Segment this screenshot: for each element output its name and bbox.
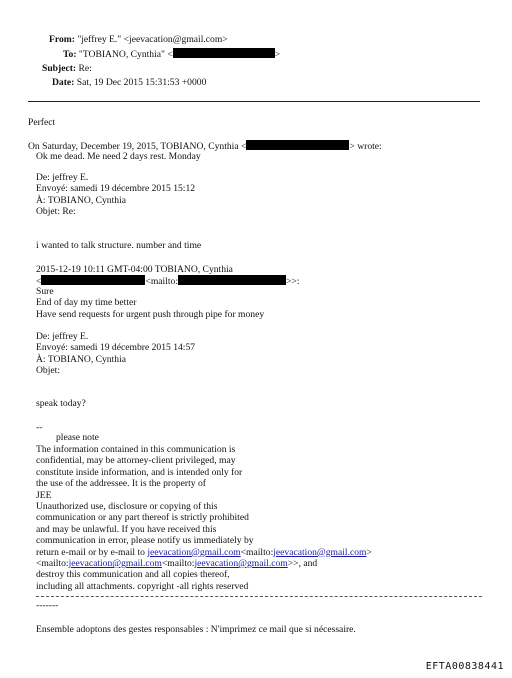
disclaimer-line: The information contained in this communication is <box>36 444 236 455</box>
forward-header-1 <box>36 172 195 218</box>
to-end: > <box>274 49 281 60</box>
date-value: Sat, 19 Dec 2015 15:31:53 +0000 <box>76 77 207 88</box>
end-of-day-text: End of day my time better <box>36 297 137 309</box>
ensemble-footer-text: Ensemble adoptons des gestes responsables : N'imprimez ce mail que si nécessaire. <box>36 624 356 635</box>
email-link[interactable]: jeevacation@gmail.com <box>68 558 162 570</box>
header-from <box>49 34 228 45</box>
destroy-line: destroy this communication and all copies thereof, <box>36 569 230 581</box>
talk-structure-text: i wanted to talk structure. number and time <box>36 240 202 251</box>
mailto2-open: <mailto: <box>36 558 69 570</box>
reply-text-1: Ok me dead. Me need 2 days rest. Monday <box>36 151 201 162</box>
redaction-box <box>246 140 349 150</box>
quote2-lt: < <box>36 276 42 287</box>
header-to <box>63 48 280 60</box>
subject-value: Re: <box>78 63 92 74</box>
email-link[interactable]: jeevacation@gmail.com <box>273 546 367 558</box>
fwd2-a: À: TOBIANO, Cynthia <box>36 353 126 365</box>
forward-header-2 <box>36 331 195 377</box>
return-prefix: return e-mail or by e-mail to <box>36 546 148 558</box>
document-id: EFTA00838441 <box>425 660 504 672</box>
please-note-text: please note <box>56 432 99 443</box>
quote1-suffix: > wrote: <box>349 141 382 152</box>
fwd1-a: À: TOBIANO, Cynthia <box>36 194 126 206</box>
redaction-box <box>178 275 286 285</box>
email-link[interactable]: jeevacation@gmail.com <box>194 558 288 570</box>
from-label: From: <box>49 34 75 45</box>
quote2-end: >>: <box>286 276 300 287</box>
mailto-close: > <box>366 546 372 558</box>
quote1-prefix: On Saturday, December 19, 2015, TOBIANO, Cynthia < <box>28 141 247 152</box>
fwd1-de: De: jeffrey E. <box>36 172 89 183</box>
header-date <box>52 77 206 88</box>
reply-perfect: Perfect <box>28 117 56 128</box>
header-divider <box>28 101 480 102</box>
redaction-box <box>173 48 275 58</box>
disclaimer-line: confidential, may be attorney-client privileged, may <box>36 455 236 467</box>
email-link[interactable]: jeevacation@gmail.com <box>147 546 241 558</box>
have-send-text: Have send requests for urgent push through pipe for money <box>36 308 265 320</box>
quote2-head: 2015-12-19 10:11 GMT-04:00 TOBIANO, Cynthia <box>36 264 233 275</box>
to-value: "TOBIANO, Cynthia" < <box>78 49 173 60</box>
to-label: To: <box>63 49 77 60</box>
disclaimer-line: the use of the addressee. It is the property of <box>36 478 206 490</box>
mailto-open: <mailto: <box>240 546 274 558</box>
subject-label: Subject: <box>42 63 77 74</box>
disclaimer-line: communication in error, please notify us immediately by <box>36 535 254 547</box>
from-value: "jeffrey E." <jeevacation@gmail.com> <box>77 34 228 45</box>
fwd2-envoye: Envoyé: samedi 19 décembre 2015 14:57 <box>36 342 196 354</box>
dashed-separator <box>36 596 482 597</box>
mailto2-mid: <mailto: <box>161 558 195 570</box>
redaction-box <box>41 275 145 285</box>
disclaimer-line: and may be unlawful. If you have received this <box>36 523 217 535</box>
speak-today-text: speak today? <box>36 398 86 409</box>
fwd1-objet: Objet: Re: <box>36 206 76 218</box>
fwd1-envoye: Envoyé: samedi 19 décembre 2015 15:12 <box>36 183 196 195</box>
disclaimer-line: Unauthorized use, disclosure or copying of this <box>36 501 218 513</box>
return-email-line <box>36 547 372 558</box>
fwd2-objet: Objet: <box>36 365 60 377</box>
mailto-line <box>36 558 372 569</box>
quote2-body <box>36 286 264 320</box>
including-line: including all attachments. copyright -all rights reserved <box>36 580 249 592</box>
signature-dashes: -- <box>36 422 43 433</box>
fwd2-de: De: jeffrey E. <box>36 331 89 342</box>
quote2-mailto: <mailto: <box>145 276 179 287</box>
disclaimer-line: JEE <box>36 489 52 501</box>
disclaimer-block <box>36 444 372 592</box>
date-label: Date: <box>52 77 75 88</box>
header-subject <box>42 63 92 74</box>
disclaimer-line: communication or any part thereof is strictly prohibited <box>36 512 249 524</box>
mailto2-end: >>, and <box>287 558 318 570</box>
short-dashes: ------- <box>36 600 59 611</box>
disclaimer-line: constitute inside information, and is intended only for <box>36 466 243 478</box>
sure-text: Sure <box>36 286 54 297</box>
